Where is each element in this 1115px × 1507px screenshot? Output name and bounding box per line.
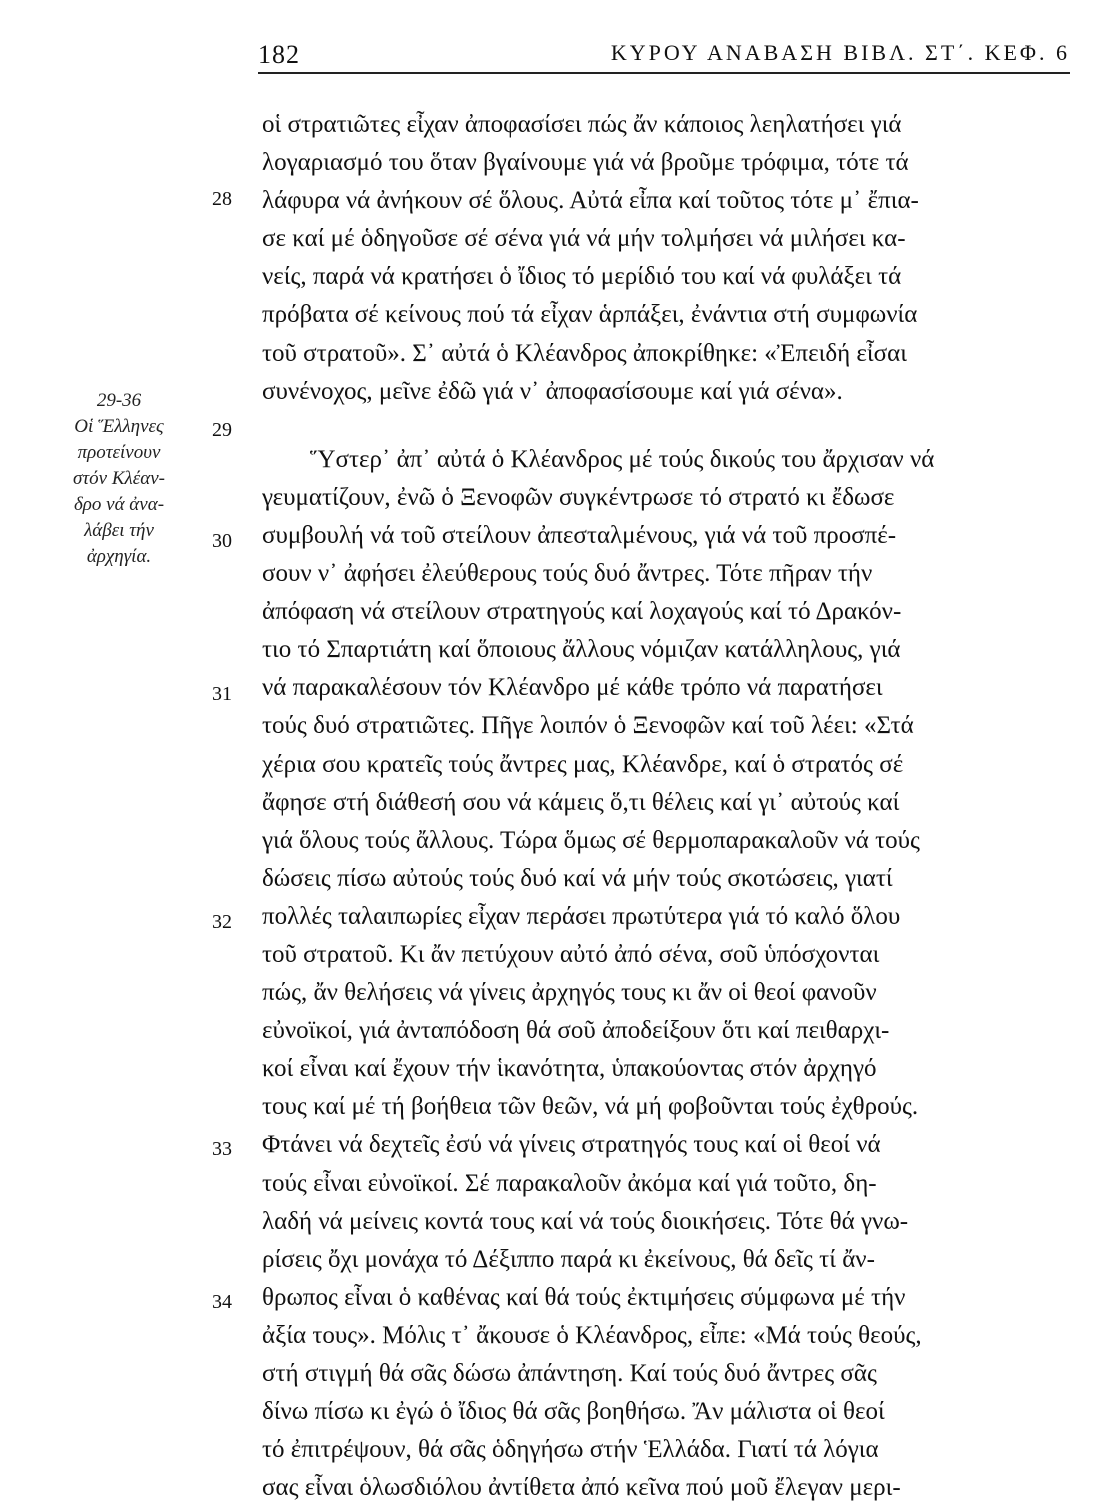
text-line: Φτάνει νά δεχτεῖς ἐσύ νά γίνεις στρατηγός τους καί οἱ θεοί νά xyxy=(262,1131,881,1159)
text-line: κοί εἶναι καί ἔχουν τήν ἱκανότητα, ὑπακούοντας στόν ἀρχηγό xyxy=(262,1055,877,1083)
text-line: σουν ν᾽ ἀφήσει ἐλεύθερους τούς δυό ἄντρες. Τότε πῆραν τήν xyxy=(262,560,873,588)
text-line: γευματίζουν, ἐνῶ ὁ Ξενοφῶν συγκέντρωσε τό στρατό κι ἔδωσε xyxy=(262,483,895,511)
section-number-30: 30 xyxy=(212,530,232,552)
section-number-28: 28 xyxy=(212,188,232,210)
paragraph-2 xyxy=(262,441,1070,1507)
text-line: συμβουλή νά τοῦ στείλουν ἀπεσταλμένους, γιά νά τοῦ προσπέ- xyxy=(262,521,897,549)
text-line: στή στιγμή θά σᾶς δώσω ἀπάντηση. Καί τούς δυό ἄντρες σᾶς xyxy=(262,1360,877,1387)
text-line: χέρια σου κρατεῖς τούς ἄντρες μας, Κλέανδρε, καί ὁ στρατός σέ xyxy=(262,750,904,778)
text-line: πρόβατα σέ κείνους πού τά εἶχαν ἁρπάξει, ἐνάντια στή συμφωνία xyxy=(262,301,918,329)
section-number-32: 32 xyxy=(212,911,232,933)
text-line: νείς, παρά νά κρατήσει ὁ ἴδιος τό μερίδιό του καί νά φυλάξει τά xyxy=(262,263,902,291)
text-line: λογαριασμό του ὅταν βγαίνουμε γιά νά βροῦμε τρόφιμα, τότε τά xyxy=(262,149,909,177)
text-line: πολλές ταλαιπωρίες εἶχαν περάσει πρωτύτερα γιά τό καλό ὅλου xyxy=(262,902,901,930)
text-line: πώς, ἄν θελήσεις νά γίνεις ἀρχηγός τους κι ἄν οἱ θεοί φανοῦν xyxy=(262,979,877,1007)
text-line: οἱ στρατιῶτες εἶχαν ἀποφασίσει πώς ἄν κάποιος λεηλατήσει γιά xyxy=(262,111,902,138)
summary-range: 29-36 xyxy=(96,390,142,411)
paragraph-spacer xyxy=(262,411,1070,441)
text-line: σας εἶναι ὁλωσδιόλου ἀντίθετα ἀπό κεῖνα πού μοῦ ἔλεγαν μερι- xyxy=(262,1474,901,1502)
summary-line: ἀρχηγία. xyxy=(86,546,152,567)
text-line: συνένοχος, μεῖνε ἐδῶ γιά ν᾽ ἀποφασίσουμε καί γιά σένα». xyxy=(262,377,843,405)
text-line: νά παρακαλέσουν τόν Κλέανδρο μέ κάθε τρόπο νά παρατήσει xyxy=(262,674,883,702)
text-line: ρίσεις ὄχι μονάχα τό Δέξιππο παρά κι ἐκείνους, θά δεῖς τί ἄν- xyxy=(262,1245,875,1273)
text-line: ἀξία τους». Μόλις τ᾽ ἄκουσε ὁ Κλέανδρος, εἶπε: «Μά τούς θεούς, xyxy=(262,1321,922,1349)
text-line: εὐνοϊκοί, γιά ἀνταπόδοση θά σοῦ ἀποδείξουν ὅτι καί πειθαρχι- xyxy=(262,1017,890,1045)
section-number-34: 34 xyxy=(212,1291,232,1313)
text-line: δίνω πίσω κι ἐγώ ὁ ἴδιος θά σᾶς βοηθήσω. Ἄν μάλιστα οἱ θεοί xyxy=(262,1398,885,1426)
running-title: ΚΥΡΟΥ ΑΝΑΒΑΣΗ ΒΙΒΛ. ΣΤ΄. ΚΕΦ. 6 xyxy=(610,40,1070,65)
summary-line: δρο νά ἀνα- xyxy=(73,494,165,515)
page-header xyxy=(258,40,1070,74)
summary-line: λάβει τήν xyxy=(84,520,154,541)
paragraph-1 xyxy=(262,106,1070,411)
text-line: θρωπος εἶναι ὁ καθένας καί θά τούς ἐκτιμήσεις σύμφωνα μέ τήν xyxy=(262,1283,906,1311)
text-line: τό ἐπιτρέψουν, θά σᾶς ὁδηγήσω στήν Ἑλλάδα. Γιατί τά λόγια xyxy=(262,1436,879,1464)
text-line: ἄφησε στή διάθεσή σου νά κάμεις ὅ,τι θέλεις καί γι᾽ αὐτούς καί xyxy=(262,788,900,816)
text-line: λάφυρα νά ἀνήκουν σέ ὅλους. Αὐτά εἶπα καί τοῦτος τότε μ᾽ ἔπια- xyxy=(262,187,919,215)
summary-line: στόν Κλέαν- xyxy=(73,468,165,489)
text-line: τοῦ στρατοῦ. Κι ἄν πετύχουν αὐτό ἀπό σένα, σοῦ ὑπόσχονται xyxy=(262,940,880,968)
section-number-33: 33 xyxy=(212,1138,232,1160)
text-line: γιά ὅλους τούς ἄλλους. Τώρα ὅμως σέ θερμοπαρακαλοῦν νά τούς xyxy=(262,826,920,854)
summary-line: Οἱ Ἕλληνες xyxy=(74,416,164,437)
text-line: λαδή νά μείνεις κοντά τους καί νά τούς διοικήσεις. Τότε θά γνω- xyxy=(262,1207,909,1235)
marginal-summary xyxy=(30,388,208,570)
text-line: τούς εἶναι εὐνοϊκοί. Σέ παρακαλοῦν ἀκόμα καί γιά τοῦτο, δη- xyxy=(262,1169,877,1197)
page-number: 182 xyxy=(258,40,300,69)
text-line: ἀπόφαση νά στείλουν στρατηγούς καί λοχαγούς καί τό Δρακόν- xyxy=(262,598,902,626)
section-number-31: 31 xyxy=(212,683,232,705)
text-line: τιο τό Σπαρτιάτη καί ὅποιους ἄλλους νόμιζαν κατάλληλους, γιά xyxy=(262,636,901,664)
section-number-29: 29 xyxy=(212,419,232,441)
text-line: τούς δυό στρατιῶτες. Πῆγε λοιπόν ὁ Ξενοφῶν καί τοῦ λέει: «Στά xyxy=(262,712,914,740)
summary-line: προτείνουν xyxy=(77,442,161,463)
text-line: σε καί μέ ὁδηγοῦσε σέ σένα γιά νά μήν τολμήσει νά μιλήσει κα- xyxy=(262,225,906,253)
main-text xyxy=(262,106,1070,1507)
text-line: δώσεις πίσω αὐτούς τούς δυό καί νά μήν τούς σκοτώσεις, γιατί xyxy=(262,864,893,892)
text-line: τους καί μέ τή βοήθεια τῶν θεῶν, νά μή φοβοῦνται τούς ἐχθρούς. xyxy=(262,1093,919,1121)
text-line: τοῦ στρατοῦ». Σ᾽ αὐτά ὁ Κλέανδρος ἀποκρίθηκε: «Ἐπειδή εἶσαι xyxy=(262,339,907,367)
text-line: Ὕστερ᾽ ἀπ᾽ αὐτά ὁ Κλέανδρος μέ τούς δικούς του ἄρχισαν νά xyxy=(310,445,935,473)
